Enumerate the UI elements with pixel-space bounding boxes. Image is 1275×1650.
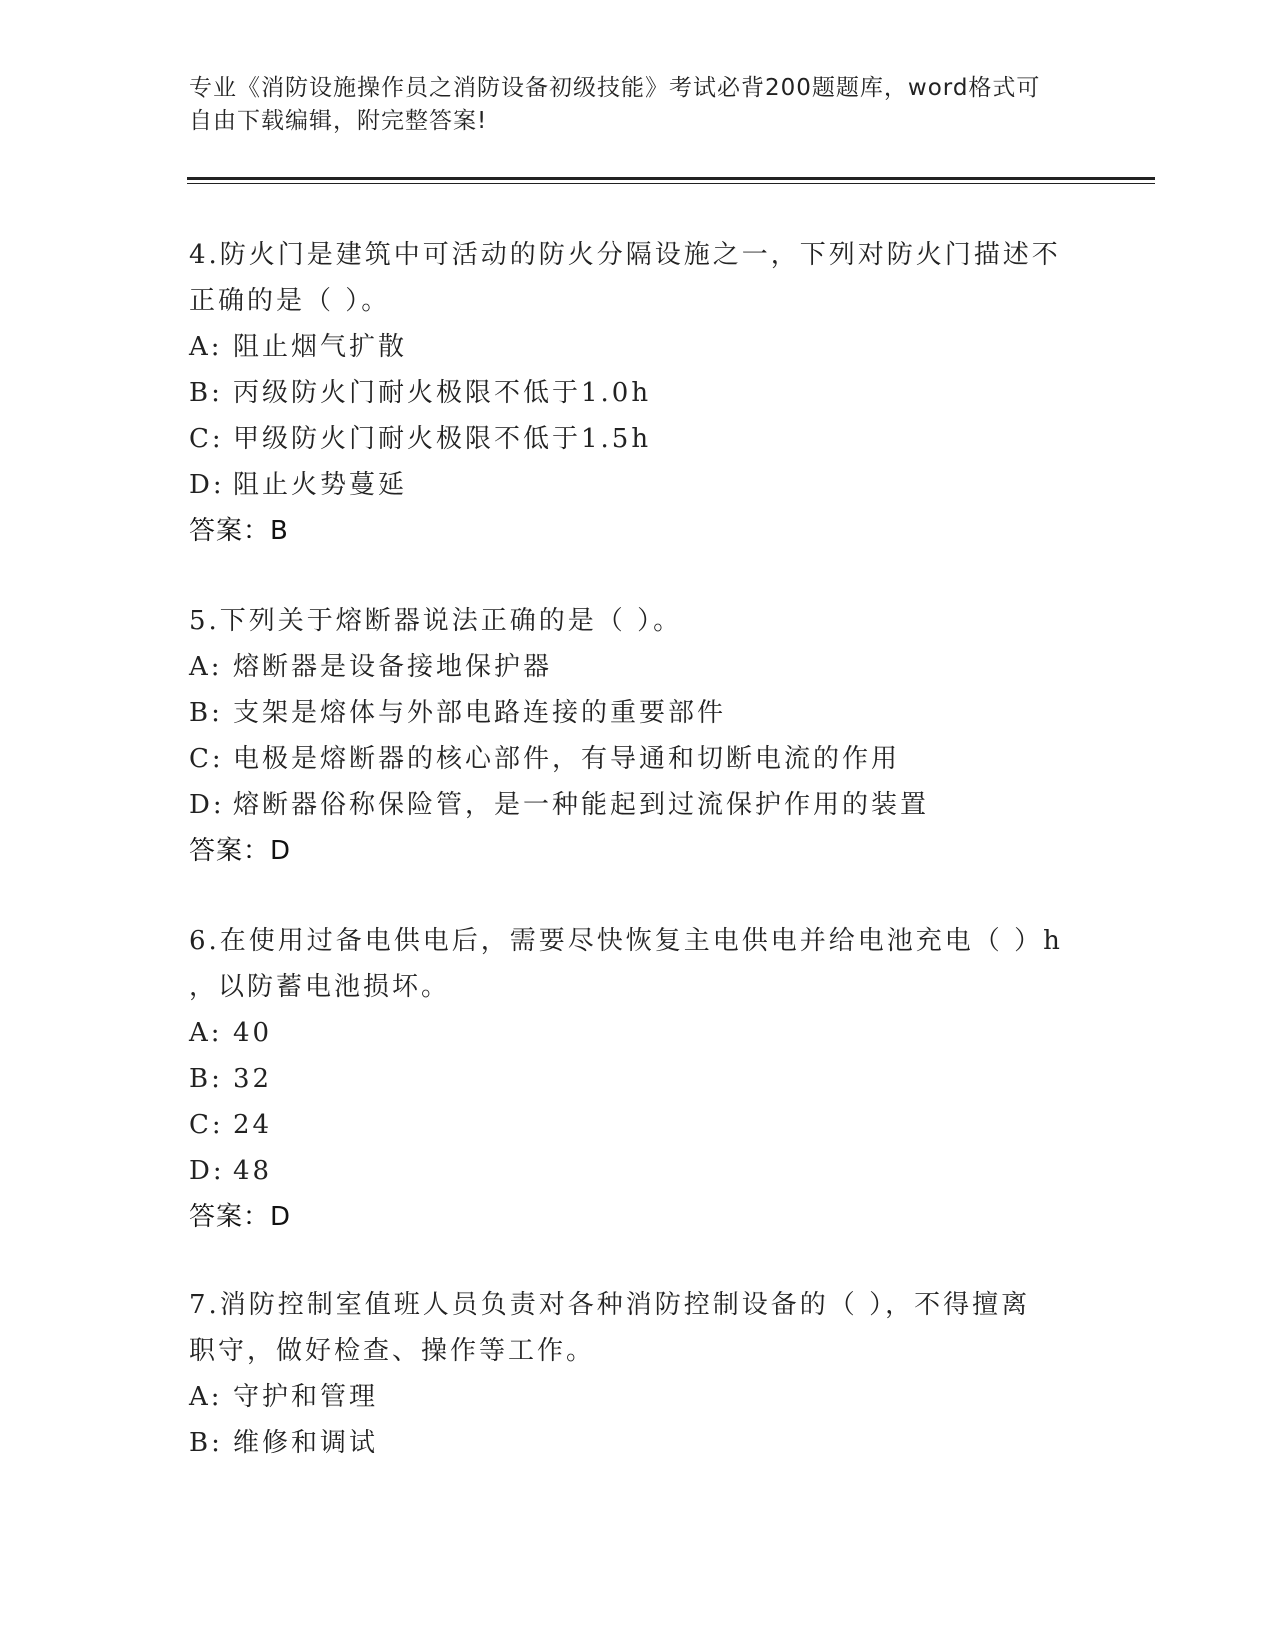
answer-line: 答案：D (189, 836, 292, 866)
question-stem-line: ，以防蓄电池损坏。 (189, 972, 451, 1002)
question-stem-line: 5.下列关于熔断器说法正确的是（ ）。 (189, 606, 683, 636)
option-text: 维修和调试 (233, 1428, 379, 1458)
option-letter: A: (189, 332, 223, 362)
option-letter: C: (189, 1110, 224, 1140)
option-text: 24 (233, 1110, 273, 1140)
option-text: 32 (233, 1064, 273, 1094)
option-letter: D: (189, 1156, 225, 1186)
document-header (189, 72, 1069, 138)
option-a (189, 1010, 1089, 1056)
option-text: 丙级防火门耐火极限不低于1.0h (233, 378, 652, 408)
option-a (189, 1374, 1089, 1420)
option-letter: B: (189, 1428, 223, 1458)
option-a (189, 644, 1089, 690)
option-letter: D: (189, 470, 225, 500)
option-text: 支架是熔体与外部电路连接的重要部件 (233, 698, 727, 728)
option-c (189, 416, 1089, 462)
option-text: 阻止火势蔓延 (233, 470, 408, 500)
option-d (189, 1148, 1089, 1194)
option-c (189, 1102, 1089, 1148)
question-5 (189, 598, 1089, 874)
option-letter: D: (189, 790, 225, 820)
option-c (189, 736, 1089, 782)
option-text: 甲级防火门耐火极限不低于1.5h (233, 424, 652, 454)
question-stem-line: 6.在使用过备电供电后，需要尽快恢复主电供电并给电池充电（ ）h (189, 926, 1063, 956)
option-letter: B: (189, 1064, 223, 1094)
question-6 (189, 918, 1089, 1240)
option-b (189, 1420, 1089, 1466)
question-4 (189, 232, 1089, 554)
header-divider-thin (187, 183, 1155, 184)
question-stem-line: 7.消防控制室值班人员负责对各种消防控制设备的（ ），不得擅离 (189, 1290, 1031, 1320)
option-b (189, 370, 1089, 416)
question-stem-line: 职守，做好检查、操作等工作。 (189, 1336, 596, 1366)
option-letter: A: (189, 652, 223, 682)
answer-line: 答案：B (189, 516, 289, 546)
option-letter: B: (189, 378, 223, 408)
option-letter: B: (189, 698, 223, 728)
option-d (189, 782, 1089, 828)
option-a (189, 324, 1089, 370)
header-title-line-1: 专业《消防设施操作员之消防设备初级技能》考试必背200题题库，word格式可 (189, 75, 1041, 101)
option-letter: C: (189, 424, 224, 454)
header-divider-thick (187, 177, 1155, 180)
option-b (189, 1056, 1089, 1102)
option-text: 熔断器俗称保险管，是一种能起到过流保护作用的装置 (233, 790, 930, 820)
option-letter: A: (189, 1382, 223, 1412)
option-letter: C: (189, 744, 224, 774)
option-text: 40 (233, 1018, 273, 1048)
option-text: 守护和管理 (233, 1382, 379, 1412)
question-7 (189, 1282, 1089, 1466)
question-stem-line: 正确的是（ ）。 (189, 286, 391, 316)
option-text: 电极是熔断器的核心部件，有导通和切断电流的作用 (233, 744, 901, 774)
header-title-line-2: 自由下载编辑，附完整答案! (189, 108, 488, 134)
option-text: 阻止烟气扩散 (233, 332, 408, 362)
option-text: 熔断器是设备接地保护器 (233, 652, 553, 682)
option-text: 48 (233, 1156, 273, 1186)
answer-line: 答案：D (189, 1202, 292, 1232)
question-stem-line: 4.防火门是建筑中可活动的防火分隔设施之一，下列对防火门描述不 (189, 240, 1061, 270)
option-letter: A: (189, 1018, 223, 1048)
option-b (189, 690, 1089, 736)
option-d (189, 462, 1089, 508)
